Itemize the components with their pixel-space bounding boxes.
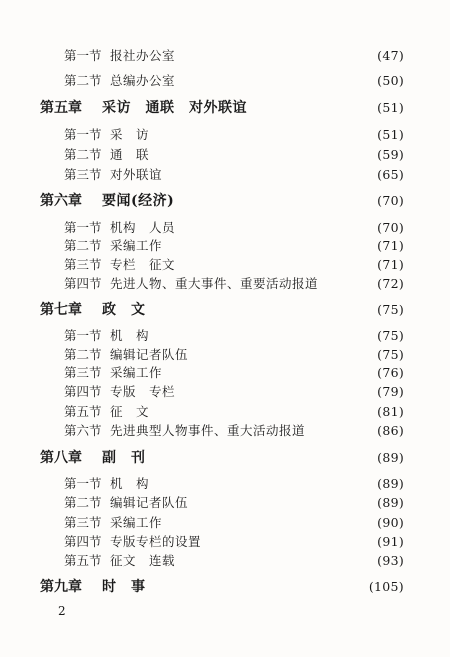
dot-leader	[181, 70, 371, 90]
dot-leader	[253, 97, 371, 117]
dot-leader	[155, 124, 371, 144]
page-reference: (71)	[377, 237, 404, 253]
section-title: 机 构	[110, 328, 150, 343]
page-reference: (91)	[377, 533, 404, 549]
page-reference: (81)	[377, 403, 404, 419]
toc-section-row	[64, 70, 404, 90]
toc-section-row	[64, 401, 404, 421]
page-reference: (105)	[368, 578, 404, 594]
toc-section-row	[64, 164, 404, 184]
section-title: 机构 人员	[110, 220, 176, 235]
section-title: 专栏 征文	[110, 257, 176, 272]
section-title: 专版专栏的设置	[110, 534, 202, 549]
toc-section-row	[64, 124, 404, 144]
dot-leader	[155, 401, 371, 421]
dot-leader	[155, 473, 371, 493]
dot-leader	[181, 45, 371, 65]
section-number: 第一节	[64, 220, 102, 235]
section-number: 第二节	[64, 238, 102, 253]
section-number: 第五节	[64, 553, 102, 568]
page-reference: (75)	[377, 327, 404, 343]
toc-section-row	[64, 512, 404, 532]
toc-section-row	[64, 420, 404, 440]
toc-section-row	[64, 45, 404, 65]
section-title: 先进人物、重大事件、重要活动报道	[110, 276, 319, 291]
section-number: 第二节	[64, 347, 102, 362]
page-reference: (65)	[377, 166, 404, 182]
dot-leader	[152, 299, 372, 319]
page-reference: (75)	[377, 301, 404, 317]
toc-section-row	[64, 144, 404, 164]
dot-leader	[324, 273, 371, 293]
page-reference: (70)	[377, 192, 404, 208]
section-title: 专版 专栏	[110, 384, 176, 399]
section-number: 第四节	[64, 276, 102, 291]
chapter-title: 采访 通联 对外联谊	[102, 100, 247, 116]
toc-section-row	[64, 217, 404, 237]
dot-leader	[168, 235, 371, 255]
dot-leader	[152, 576, 363, 596]
page-reference: (86)	[377, 422, 404, 438]
toc-section-row	[64, 473, 404, 493]
page-reference: (70)	[377, 219, 404, 235]
dot-leader	[194, 344, 371, 364]
toc-section-row	[64, 344, 404, 364]
section-title: 征文 连载	[110, 553, 176, 568]
chapter-title: 政 文	[102, 302, 146, 318]
page-reference: (89)	[377, 494, 404, 510]
toc-chapter-row	[40, 447, 404, 467]
section-number: 第二节	[64, 147, 102, 162]
dot-leader	[181, 381, 371, 401]
dot-leader	[168, 512, 371, 532]
page-reference: (93)	[377, 552, 404, 568]
page-number: 2	[58, 604, 66, 618]
section-number: 第一节	[64, 328, 102, 343]
toc-chapter-row	[40, 299, 404, 319]
dot-leader	[152, 447, 372, 467]
toc-section-row	[64, 550, 404, 570]
chapter-title: 副 刊	[102, 450, 146, 466]
page-reference: (51)	[377, 126, 404, 142]
section-title: 对外联谊	[110, 167, 163, 182]
page-reference: (89)	[377, 475, 404, 491]
section-number: 第三节	[64, 515, 102, 530]
section-number: 第四节	[64, 534, 102, 549]
dot-leader	[168, 164, 371, 184]
page-reference: (51)	[377, 99, 404, 115]
page-reference: (89)	[377, 449, 404, 465]
toc-section-row	[64, 325, 404, 345]
dot-leader	[311, 420, 371, 440]
chapter-number: 第五章	[40, 100, 82, 116]
dot-leader	[181, 550, 371, 570]
chapter-title: 要闻(经济)	[102, 193, 175, 209]
toc-chapter-row	[40, 97, 404, 117]
dot-leader	[181, 254, 371, 274]
section-number: 第一节	[64, 127, 102, 142]
page-reference: (72)	[377, 275, 404, 291]
chapter-number: 第七章	[40, 302, 82, 318]
page-reference: (76)	[377, 364, 404, 380]
chapter-title: 时 事	[102, 579, 146, 595]
section-title: 机 构	[110, 476, 150, 491]
page-reference: (59)	[377, 146, 404, 162]
dot-leader	[181, 217, 371, 237]
toc-section-row	[64, 492, 404, 512]
section-number: 第三节	[64, 167, 102, 182]
section-number: 第六节	[64, 423, 102, 438]
section-number: 第二节	[64, 495, 102, 510]
chapter-number: 第六章	[40, 193, 82, 209]
section-number: 第一节	[64, 476, 102, 491]
dot-leader	[207, 531, 371, 551]
dot-leader	[194, 492, 371, 512]
toc-section-row	[64, 531, 404, 551]
toc-section-row	[64, 362, 404, 382]
dot-leader	[155, 325, 371, 345]
dot-leader	[180, 190, 371, 210]
chapter-number: 第九章	[40, 579, 82, 595]
section-title: 征 文	[110, 404, 150, 419]
dot-leader	[168, 362, 371, 382]
section-title: 编辑记者队伍	[110, 347, 189, 362]
page-reference: (75)	[377, 346, 404, 362]
page-reference: (50)	[377, 72, 404, 88]
toc-chapter-row	[40, 190, 404, 210]
toc-chapter-row	[40, 576, 404, 596]
dot-leader	[155, 144, 371, 164]
page-reference: (79)	[377, 383, 404, 399]
section-title: 采编工作	[110, 238, 163, 253]
section-title: 报社办公室	[110, 48, 176, 63]
section-title: 通 联	[110, 147, 150, 162]
section-title: 采编工作	[110, 365, 163, 380]
toc-section-row	[64, 254, 404, 274]
section-number: 第五节	[64, 404, 102, 419]
section-title: 先进典型人物事件、重大活动报道	[110, 423, 306, 438]
section-title: 总编办公室	[110, 73, 176, 88]
page-reference: (71)	[377, 256, 404, 272]
page-reference: (90)	[377, 514, 404, 530]
section-title: 采 访	[110, 127, 150, 142]
toc-section-row	[64, 235, 404, 255]
section-title: 采编工作	[110, 515, 163, 530]
section-number: 第二节	[64, 73, 102, 88]
section-number: 第三节	[64, 257, 102, 272]
chapter-number: 第八章	[40, 450, 82, 466]
section-title: 编辑记者队伍	[110, 495, 189, 510]
toc-section-row	[64, 381, 404, 401]
section-number: 第四节	[64, 384, 102, 399]
page-reference: (47)	[377, 47, 404, 63]
section-number: 第一节	[64, 48, 102, 63]
toc-section-row	[64, 273, 404, 293]
section-number: 第三节	[64, 365, 102, 380]
